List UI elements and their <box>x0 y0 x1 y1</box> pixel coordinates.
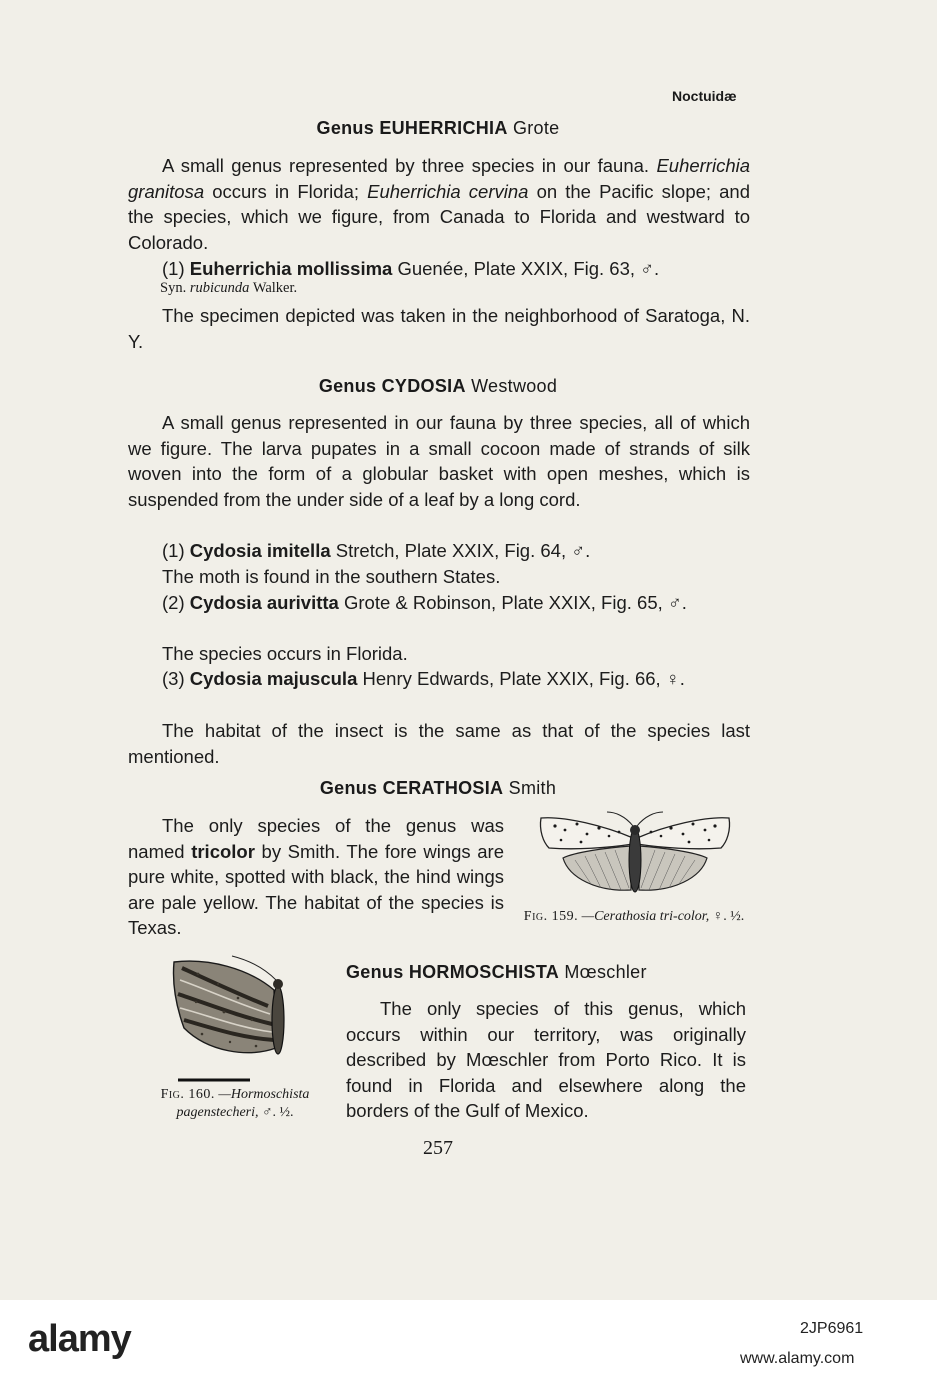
cydosia-note-1: The moth is found in the southern States. <box>162 566 501 587</box>
intro-text: A small genus represented by three species in our fauna. <box>162 155 650 176</box>
cydosia-intro: A small genus represented in our fauna by three species, all of which we figure. The larva pupates in a small cocoon made of strands of silk woven into the form of a globular basket with open meshes, which is suspended from the under side of a leaf by a long cord. <box>128 412 750 510</box>
genus-heading-cydosia <box>128 376 748 397</box>
euherrichia-note: The specimen depicted was taken in the neighborhood of Saratoga, N. Y. <box>128 305 750 352</box>
cerathosia-text <box>128 813 504 941</box>
intro-text: on the Pacific slope; and the species, which we figure, from Canada to Florida and westward to Colorado. <box>128 180 751 253</box>
species-name: Cydosia imitella <box>189 540 331 561</box>
genus-name: Genus EUHERRICHIA <box>316 118 508 138</box>
genus-name: Genus CYDOSIA <box>318 376 466 396</box>
running-head: Noctuidæ <box>672 88 737 104</box>
cydosia-note-2: The species occurs in Florida. <box>162 643 408 664</box>
intro-text: occurs in Florida; <box>212 180 360 202</box>
hormoschista-moth-illustration <box>168 954 292 1084</box>
watermark-footer <box>0 1300 937 1390</box>
species-entry <box>128 666 750 692</box>
alamy-logo: alamy <box>28 1318 131 1360</box>
entry-number: (3) <box>162 668 185 689</box>
entry-reference: Guenée, Plate XXIX, Fig. 63, ♂. <box>397 258 660 279</box>
species-entry <box>128 256 750 282</box>
image-id: 2JP6961 <box>800 1320 864 1337</box>
cydosia-note-3: The habitat of the insect is the same as that of the species last mentioned. <box>128 720 750 767</box>
syn-name: rubicunda <box>189 280 250 296</box>
figure-label: Fig. 159. <box>523 909 579 924</box>
genus-name: Genus CERATHOSIA <box>319 778 504 798</box>
genus-heading-cerathosia <box>128 778 748 799</box>
body-text: by Smith. The fore wings are pure white, spotted with black, the hind wings are pale yellow. The habitat of the species is Texas. <box>128 840 504 939</box>
genus-heading-euherrichia <box>128 118 748 139</box>
genus-heading-hormoschista <box>346 962 766 983</box>
figure-mark: ♀. ½. <box>712 909 745 924</box>
site-url: www.alamy.com <box>740 1350 855 1367</box>
entry-reference: Stretch, Plate XXIX, Fig. 64, ♂. <box>335 540 591 561</box>
species-name: Cydosia aurivitta <box>189 592 339 613</box>
entry-number: (2) <box>162 592 185 613</box>
entry-reference: Henry Edwards, Plate XXIX, Fig. 66, ♀. <box>362 668 685 689</box>
body-text: The only species of the genus was named <box>128 815 504 862</box>
species-name: Cydosia majuscula <box>189 668 358 689</box>
species-italic: Euherrichia granitosa <box>128 155 751 202</box>
entry-number: (1) <box>162 258 185 279</box>
species-name: Euherrichia mollissima <box>189 258 393 279</box>
figure-species: —Cerathosia tri-color, <box>581 909 710 924</box>
synonym-line <box>160 280 297 297</box>
syn-label: Syn. <box>160 280 187 296</box>
species-entry <box>128 538 750 564</box>
genus-name: Genus HORMOSCHISTA <box>346 962 560 982</box>
entry-number: (1) <box>162 540 185 561</box>
genus-author: Mœschler <box>564 962 647 982</box>
genus-author: Grote <box>512 118 560 138</box>
hormoschista-text: The only species of this genus, which occurs within our territory, was originally described by Mœschler from Porto Rico. It is found in Florida and elsewhere along the borders of the Gulf of Mexico. <box>346 998 746 1122</box>
genus-author: Smith <box>508 778 557 798</box>
entry-reference: Grote & Robinson, Plate XXIX, Fig. 65, ♂. <box>343 592 687 613</box>
figure-species: —Hormoschista pagenstecheri, <box>176 1087 310 1120</box>
species-italic: Euherrichia cervina <box>367 180 529 202</box>
figure-label: Fig. 160. <box>160 1087 215 1102</box>
species-entry <box>128 590 750 616</box>
figure-159-caption <box>520 908 748 926</box>
page-number: 257 <box>423 1137 453 1159</box>
figure-mark: ♂. ½. <box>262 1105 294 1120</box>
species-name: tricolor <box>191 840 255 862</box>
genus-author: Westwood <box>471 376 558 396</box>
syn-author: Walker. <box>252 280 298 296</box>
figure-160-caption <box>124 1086 346 1122</box>
cerathosia-moth-illustration <box>535 808 735 898</box>
euherrichia-intro <box>128 153 750 255</box>
